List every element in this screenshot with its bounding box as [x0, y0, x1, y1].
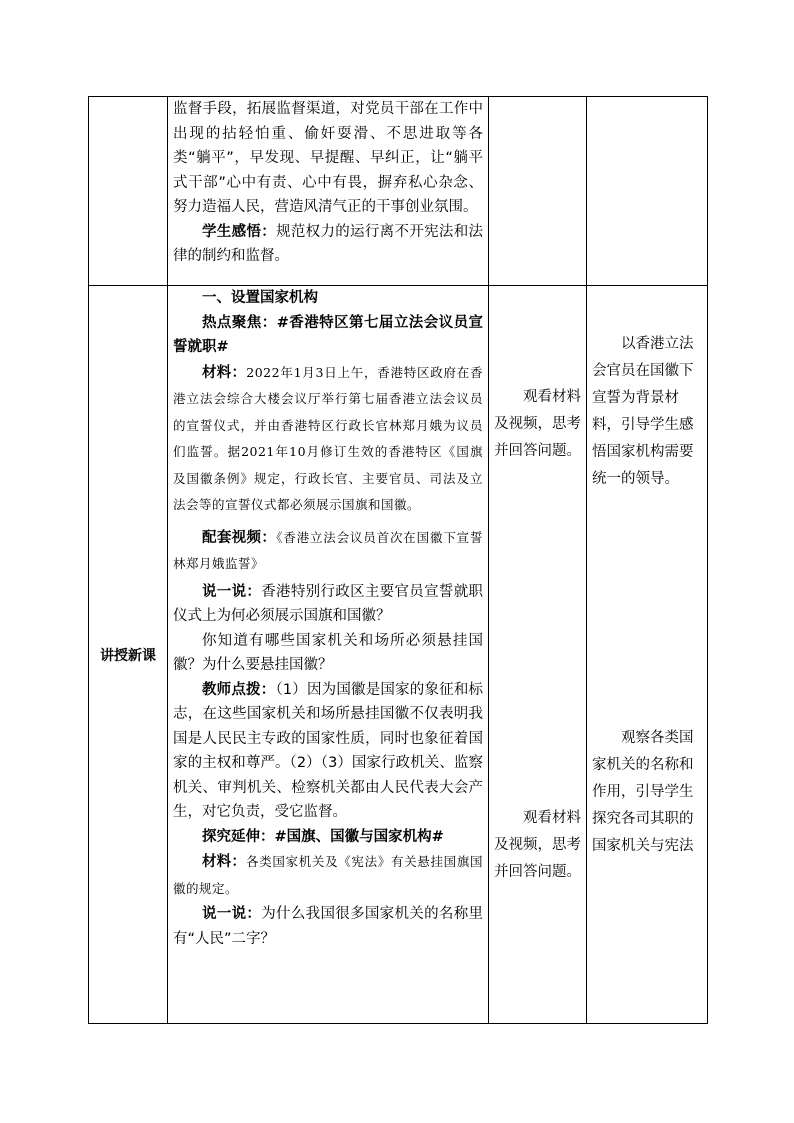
hot-topic-label: 热点聚焦： [202, 314, 277, 331]
activity-cell-empty [489, 97, 587, 286]
student-activity-1: 观看材料及视频，思考并回答问题。 [494, 389, 581, 459]
say-2-text: 为什么我国很多国家机关的名称里有“人民”二字？ [173, 906, 484, 947]
lesson-plan-table [88, 96, 708, 1024]
material-1-text: 2022年1月3日上午，香港特区政府在香港立法会综合大楼会议厅举行第七届香港立法会议员的宣誓仪式，并由香港特区行政长官林郑月娥为议员们监誓。据2021年10月修订生效的香港特区《国旗及国徽条例》规定，行政长官、主要官员、司法及立法会等的宣誓仪式都必须展示国旗和国徽。 [173, 364, 484, 512]
explore [173, 825, 483, 850]
activity-cell [489, 286, 587, 1024]
student-insight-label: 学生感悟： [202, 223, 277, 240]
student-activity-2: 观看材料及视频，思考并回答问题。 [494, 810, 581, 880]
material-1-label: 材料： [202, 364, 247, 381]
design-intent-1: 以香港立法会官员在国徽下宣誓为背景材料，引导学生感悟国家机构需要统一的领导。 [592, 336, 694, 487]
intent-cell [587, 286, 708, 1024]
content-cell [168, 286, 489, 1024]
material-2 [173, 849, 483, 902]
teacher-guidance-label: 教师点拨： [202, 681, 276, 698]
teacher-guidance [173, 678, 483, 825]
explore-label: 探究延伸： [202, 828, 275, 845]
question: 你知道有哪些国家机关和场所必须悬挂国徽？为什么要悬挂国徽？ [173, 632, 483, 673]
say-1-text: 香港特别行政区主要官员宣誓就职仪式上为何必须展示国旗和国徽？ [173, 583, 484, 624]
say-2 [173, 902, 483, 951]
video-title: 《香港立法会议员首次在国徽下宣誓 林郑月娥监誓》 [173, 529, 483, 571]
table-row [89, 97, 708, 286]
design-intent-2: 观察各类国家机关的名称和作用，引导学生探究各司其职的国家机关与宪法 [592, 730, 694, 854]
material-2-label: 材料： [202, 854, 247, 870]
stage-label: 讲授新课 [89, 286, 168, 1024]
teacher-guidance-text: （1）因为国徽是国家的象征和标志，在这些国家机关和场所悬挂国徽不仅表明我国是人民民主专政的国家性质，同时也象征着国家的主权和尊严。（2）（3）国家行政机关、监察机关、审判机关、检察机关都由人民代表大会产生，对它负责，受它监督。 [173, 681, 484, 820]
video-label: 配套视频： [202, 529, 277, 546]
material-2-text: 各类国家机关及《宪法》有关悬挂国旗国徽的规定。 [173, 854, 483, 896]
say-1 [173, 580, 483, 629]
explore-text: #国旗、国徽与国家机构# [274, 828, 444, 845]
hot-topic-text: #香港特区第七届立法会议员宣誓就职# [173, 314, 484, 355]
supervision-paragraph: 监督手段，拓展监督渠道，对党员干部在工作中出现的拈轻怕重、偷奸耍滑、不思进取等各类“躺平”，早发现、早提醒、早纠正，让“躺平式干部”心中有责、心中有畏，摒弃私心杂念、努力造福人民，营造风清气正的干事创业氛围。 [173, 101, 483, 215]
student-insight [173, 220, 483, 269]
material-1 [173, 360, 483, 519]
content-cell [168, 97, 489, 286]
stage-cell-empty [89, 97, 168, 286]
say-1-label: 说一说： [202, 583, 262, 600]
intent-cell-empty [587, 97, 708, 286]
hot-topic [173, 311, 483, 360]
student-insight-text: 规范权力的运行离不开宪法和法律的制约和监督。 [173, 223, 484, 264]
table-row [89, 286, 708, 1024]
say-2-label: 说一说： [202, 906, 262, 922]
video [173, 525, 483, 578]
section-title: 一、设置国家机构 [202, 290, 318, 306]
